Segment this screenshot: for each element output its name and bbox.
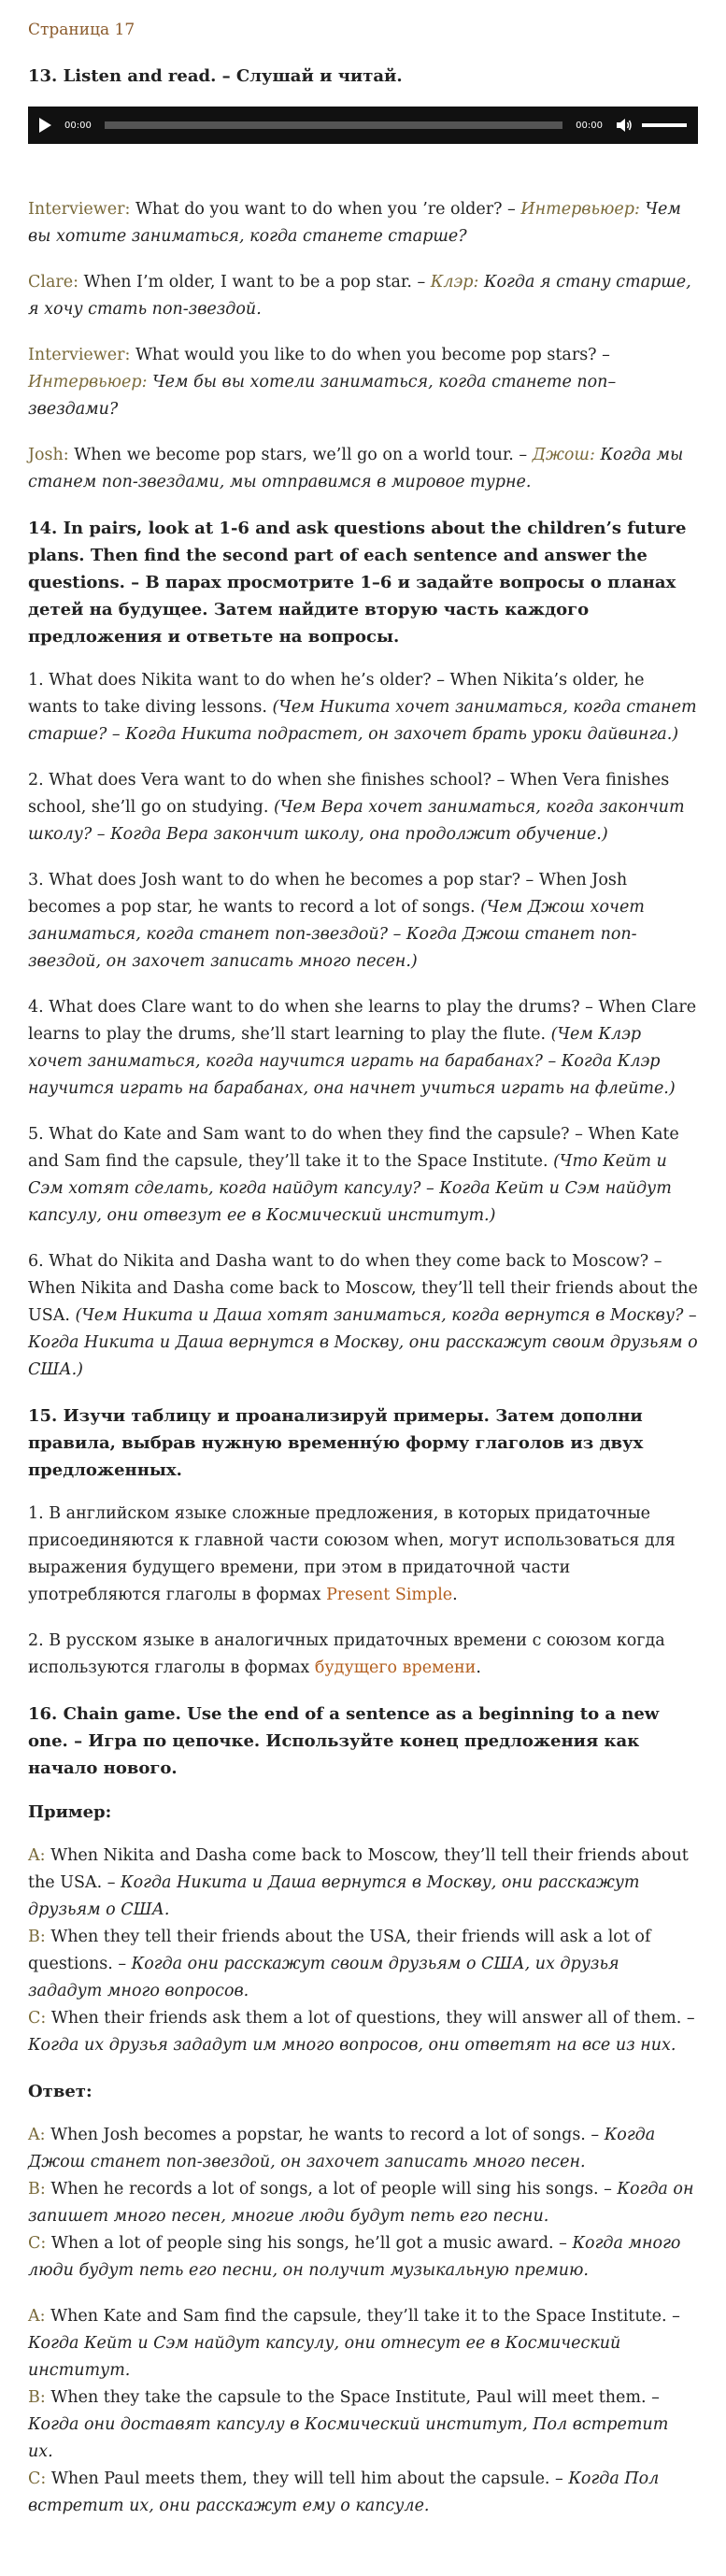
- answer-item: [28, 1248, 698, 1384]
- chain-translation: Когда Никита и Даша вернутся в Москву, они расскажут друзьям о США.: [28, 1873, 640, 1919]
- line-text: When we become pop stars, we’ll go on a world tour. –: [68, 446, 533, 464]
- example-block: [28, 1843, 698, 2059]
- chain-translation: Когда Кейт и Сэм найдут капсулу, они отнесут ее в Космический институт.: [28, 2334, 621, 2380]
- chain-line: [28, 2005, 698, 2059]
- chain-speaker: B:: [28, 1928, 46, 1946]
- chain-text: When they take the capsule to the Space Institute, Paul will meet them. –: [45, 2388, 660, 2407]
- seek-bar[interactable]: [105, 121, 562, 129]
- rule-end: .: [452, 1586, 458, 1604]
- exercise-13-heading: 13. Listen and read. – Слушай и читай.: [28, 66, 403, 86]
- current-time: 00:00: [64, 120, 92, 131]
- chain-speaker: A:: [28, 2126, 46, 2144]
- answer-text: 1. What does Nikita want to do when he’s older? – When Nikita’s older, he wants to take diving lessons.: [28, 671, 645, 717]
- duration-time: 00:00: [576, 120, 603, 131]
- chain-speaker: B:: [28, 2388, 46, 2407]
- volume-slider-fill: [642, 123, 687, 127]
- chain-line: [28, 2303, 698, 2384]
- chain-line: [28, 2230, 698, 2284]
- answer-text: 6. What do Nikita and Dasha want to do when they come back to Moscow? – When Nikita and Dasha come back to Moscow, they’ll tell their friends about the USA.: [28, 1252, 698, 1325]
- chain-translation: Когда он запишет много песен, многие люди будут петь его песни.: [28, 2180, 694, 2226]
- rule-text: 2. В русском языке в аналогичных придаточных времени с союзом когда используются глаголы в формах: [28, 1631, 665, 1677]
- chain-translation: Когда Пол встретит их, они расскажут ему о капсуле.: [28, 2469, 660, 2515]
- answer-translation: (Чем Джош хочет заниматься, когда станет поп-звездой? – Когда Джош станет поп-звездой, он захочет записать много песен.): [28, 898, 645, 971]
- answer-item: [28, 867, 698, 975]
- chain-translation: Когда они доставят капсулу в Космический институт, Пол встретит их.: [28, 2415, 669, 2461]
- speaker-name: Josh:: [28, 446, 69, 464]
- speaker-name-ru: Интервьюер:: [520, 200, 640, 219]
- chain-speaker: A:: [28, 1846, 46, 1865]
- answer-item: [28, 667, 698, 748]
- line-translation: Когда мы станем поп-звездами, мы отправимся в мировое турне.: [28, 446, 684, 491]
- answer-item: [28, 1121, 698, 1230]
- example-label: Пример:: [28, 1802, 112, 1822]
- chain-speaker: B:: [28, 2180, 46, 2199]
- answer-translation: (Что Кейт и Сэм хотят сделать, когда найдут капсулу? – Когда Кейт и Сэм найдут капсулу, они отвезут ее в Космический институт.): [28, 1152, 672, 1225]
- answer-text: 3. What does Josh want to do when he becomes a pop star? – When Josh becomes a pop star, he wants to record a lot of songs.: [28, 871, 628, 917]
- volume-slider[interactable]: [642, 123, 687, 127]
- line-text: What would you like to do when you become pop stars? –: [130, 346, 610, 364]
- chain-text: When a lot of people sing his songs, he’ll got a music award. –: [46, 2234, 573, 2253]
- speaker-name-ru: Клэр:: [430, 273, 479, 292]
- chain-translation: Когда много люди будут петь его песни, он получит музыкальную премию.: [28, 2234, 681, 2280]
- dialog-line: [28, 342, 698, 423]
- answer-item: [28, 994, 698, 1103]
- answer-text: 2. What does Vera want to do when she finishes school? – When Vera finishes school, she’ll go on studying.: [28, 771, 670, 817]
- chain-line: [28, 2384, 698, 2466]
- chain-text: When Paul meets them, they will tell him about the capsule. –: [46, 2469, 569, 2488]
- chain-text: When he records a lot of songs, a lot of people will sing his songs. –: [45, 2180, 618, 2199]
- audio-player[interactable]: [28, 107, 698, 144]
- rule-end: .: [476, 1658, 481, 1677]
- answer-text: 4. What does Clare want to do when she learns to play the drums? – When Clare learns to play the drums, she’ll start learning to play the flute.: [28, 998, 697, 1044]
- speaker-name-ru: Интервьюер:: [28, 373, 148, 391]
- chain-text: When Kate and Sam find the capsule, they’ll take it to the Space Institute. –: [45, 2307, 680, 2326]
- chain-translation: Когда их друзья зададут им много вопросов, они ответят на все из них.: [28, 2036, 676, 2055]
- rule-text: 1. В английском языке сложные предложения, в которых придаточные присоединяются к главной части союзом when, могут использоваться для выражения будущего времени, при этом в придаточной части употребляются глаголы в формах: [28, 1504, 676, 1604]
- speaker-name: Interviewer:: [28, 200, 131, 219]
- chain-line: [28, 2466, 698, 2520]
- chain-line: [28, 1843, 698, 1924]
- line-translation: Когда я стану старше, я хочу стать поп-звездой.: [28, 273, 691, 319]
- volume-icon[interactable]: [616, 118, 633, 133]
- exercise-14-heading: 14. In pairs, look at 1-6 and ask questions about the children’s future plans. Then find the second part of each sentence and answer the questions. – В парах просмотрите 1–6 и задайте вопросы о планах детей на будущее. Затем найдите вторую часть каждого предложения и ответьте на вопросы.: [28, 519, 687, 647]
- answer-translation: (Чем Клэр хочет заниматься, когда научится играть на барабанах? – Когда Клэр научится играть на барабанах, она начнет учиться играть на флейте.): [28, 1025, 676, 1098]
- chain-text: When they tell their friends about the USA, their friends will ask a lot of questions. –: [28, 1928, 651, 1973]
- answer-text: 5. What do Kate and Sam want to do when they find the capsule? – When Kate and Sam find the capsule, they’ll take it to the Space Institute.: [28, 1125, 679, 1171]
- rule-2: [28, 1628, 698, 1682]
- rule-answer: Present Simple: [326, 1586, 453, 1604]
- dialog-line: [28, 196, 698, 250]
- play-icon[interactable]: [39, 118, 51, 133]
- speaker-name: Interviewer:: [28, 346, 131, 364]
- line-translation: Чем бы вы хотели заниматься, когда станете поп–звездами?: [28, 373, 617, 419]
- chain-translation: Когда они расскажут своим друзьям о США, их друзья зададут много вопросов.: [28, 1955, 619, 2000]
- rule-1: [28, 1501, 698, 1609]
- chain-line: [28, 2176, 698, 2230]
- chain-speaker: C:: [28, 2009, 47, 2028]
- chain-text: When Nikita and Dasha come back to Moscow, they’ll tell their friends about the USA. –: [28, 1846, 689, 1892]
- answer-block-1: [28, 2122, 698, 2284]
- answer-translation: (Чем Никита хочет заниматься, когда станет старше? – Когда Никита подрастет, он захочет брать уроки дайвинга.): [28, 698, 697, 744]
- chain-text: When Josh becomes a popstar, he wants to record a lot of songs. –: [45, 2126, 605, 2144]
- answer-block-2: [28, 2303, 698, 2520]
- line-translation: Чем вы хотите заниматься, когда станете старше?: [28, 200, 681, 246]
- answer-label: Ответ:: [28, 2082, 93, 2101]
- exercise-15-heading: 15. Изучи таблицу и проанализируй примеры. Затем дополни правила, выбрав нужную временну́ю форму глаголов из двух предложенных.: [28, 1406, 644, 1480]
- exercise-16-heading: 16. Chain game. Use the end of a sentence as a beginning to a new one. – Игра по цепочке. Используйте конец предложения как начало нового.: [28, 1704, 660, 1778]
- speaker-name: Clare:: [28, 273, 79, 292]
- chain-translation: Когда Джош станет поп-звездой, он захочет записать много песен.: [28, 2126, 656, 2171]
- page-label: Страница 17: [28, 21, 135, 39]
- chain-text: When their friends ask them a lot of questions, they will answer all of them. –: [46, 2009, 695, 2028]
- dialog-line: [28, 442, 698, 496]
- chain-line: [28, 2122, 698, 2176]
- answer-translation: (Чем Никита и Даша хотят заниматься, когда вернутся в Москву? – Когда Никита и Даша вернутся в Москву, они расскажут своим друзьям о США.): [28, 1306, 698, 1379]
- dialog-line: [28, 269, 698, 323]
- chain-speaker: C:: [28, 2469, 47, 2488]
- chain-speaker: C:: [28, 2234, 47, 2253]
- chain-speaker: A:: [28, 2307, 46, 2326]
- answer-translation: (Чем Вера хочет заниматься, когда закончит школу? – Когда Вера закончит школу, она продолжит обучение.): [28, 798, 685, 844]
- line-text: What do you want to do when you ’re older? –: [130, 200, 521, 219]
- answer-item: [28, 767, 698, 848]
- speaker-name-ru: Джош:: [532, 446, 595, 464]
- line-text: When I’m older, I want to be a pop star. –: [78, 273, 431, 292]
- chain-line: [28, 1924, 698, 2005]
- rule-answer: будущего времени: [314, 1658, 477, 1677]
